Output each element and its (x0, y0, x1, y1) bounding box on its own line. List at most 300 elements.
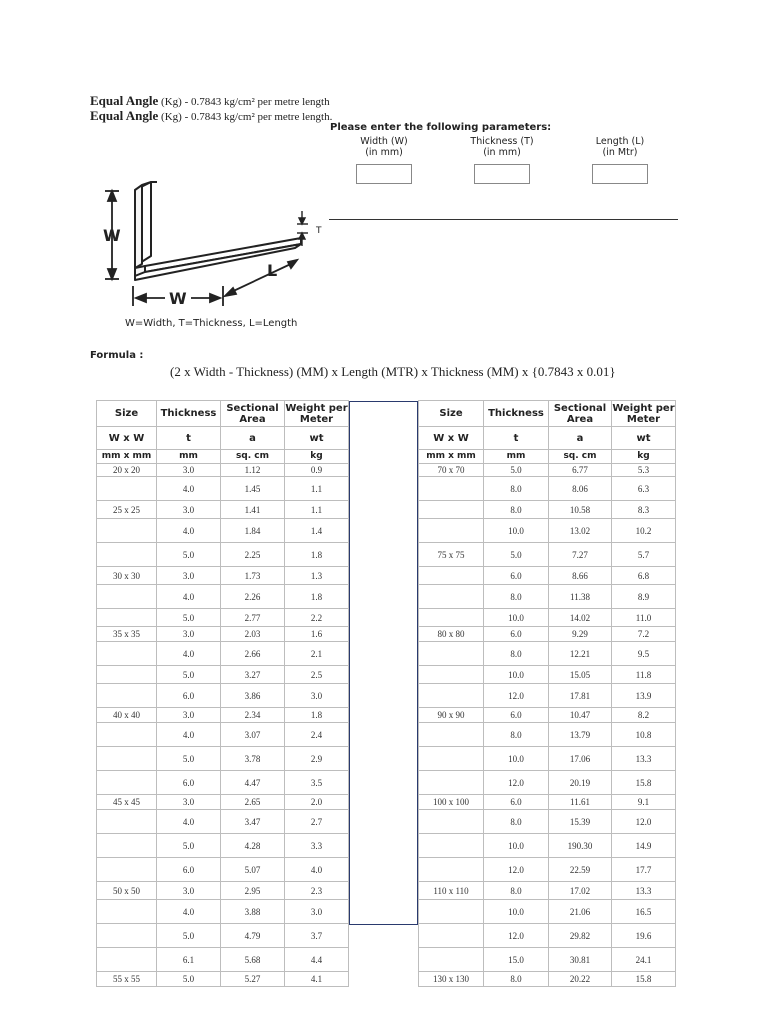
table-row (419, 642, 676, 666)
cell-area: 2.25 (221, 543, 285, 567)
cell-thickness: 3.0 (157, 464, 221, 477)
angle-table-left (96, 400, 349, 987)
cell-area: 2.95 (221, 882, 285, 900)
cell-area: 1.45 (221, 477, 285, 501)
cell-area: 3.78 (221, 747, 285, 771)
cell-size: 35 x 35 (97, 627, 157, 642)
table-body-right (419, 464, 676, 987)
thickness-param (452, 136, 552, 184)
width-param (334, 136, 434, 184)
cell-size (419, 771, 484, 795)
cell-size (97, 900, 157, 924)
cell-area: 4.79 (221, 924, 285, 948)
cell-area: 6.77 (549, 464, 612, 477)
cell-area: 20.19 (549, 771, 612, 795)
cell-thickness: 12.0 (484, 771, 549, 795)
cell-size: 130 x 130 (419, 972, 484, 987)
cell-area: 15.05 (549, 666, 612, 684)
cell-weight: 8.9 (612, 585, 676, 609)
cell-area: 8.06 (549, 477, 612, 501)
cell-thickness: 5.0 (484, 543, 549, 567)
table-row (97, 858, 349, 882)
cell-size (419, 567, 484, 585)
col-symbol-area: a (549, 427, 612, 450)
cell-weight: 19.6 (612, 924, 676, 948)
cell-weight: 1.4 (285, 519, 349, 543)
col-header-thickness: Thickness (157, 401, 221, 427)
col-header-weight: Weight per Meter (285, 402, 348, 425)
col-unit-size: mm x mm (97, 450, 157, 464)
table-row (419, 948, 676, 972)
parameters-title: Please enter the following parameters: (330, 122, 552, 133)
table-row (419, 882, 676, 900)
w-horizontal-label: W (169, 289, 187, 308)
col-symbol-thickness: t (157, 427, 221, 450)
length-input[interactable] (592, 164, 648, 184)
header-text: - 0.7843 kg/cm² per metre length. (181, 111, 333, 123)
cell-area: 2.66 (221, 642, 285, 666)
cell-area: 1.41 (221, 501, 285, 519)
cell-size (419, 609, 484, 627)
header-line-1 (90, 93, 330, 109)
cell-size: 70 x 70 (419, 464, 484, 477)
diagram-caption: W=Width, T=Thickness, L=Length (125, 318, 298, 329)
cell-area: 10.47 (549, 708, 612, 723)
col-unit-thickness: mm (484, 450, 549, 464)
cell-area: 13.02 (549, 519, 612, 543)
cell-size (419, 834, 484, 858)
cell-thickness: 5.0 (157, 834, 221, 858)
cell-size: 50 x 50 (97, 882, 157, 900)
cell-size (419, 723, 484, 747)
cell-thickness: 10.0 (484, 900, 549, 924)
table-row (419, 501, 676, 519)
table-row (97, 723, 349, 747)
table-row (97, 972, 349, 987)
cell-thickness: 4.0 (157, 585, 221, 609)
length-param (570, 136, 670, 184)
table-row (97, 708, 349, 723)
cell-weight: 3.0 (285, 900, 349, 924)
cell-thickness: 10.0 (484, 747, 549, 771)
cell-size (419, 666, 484, 684)
cell-weight: 12.0 (612, 810, 676, 834)
cell-size (97, 666, 157, 684)
cell-area: 3.07 (221, 723, 285, 747)
col-header-size: Size (97, 401, 157, 427)
cell-thickness: 10.0 (484, 609, 549, 627)
cell-size (97, 747, 157, 771)
table-row (97, 924, 349, 948)
cell-weight: 4.4 (285, 948, 349, 972)
cell-size (97, 642, 157, 666)
table-row (97, 567, 349, 585)
cell-thickness: 4.0 (157, 642, 221, 666)
cell-area: 3.86 (221, 684, 285, 708)
col-unit-area: sq. cm (549, 450, 612, 464)
cell-weight: 2.3 (285, 882, 349, 900)
table-row (97, 543, 349, 567)
cell-area: 2.26 (221, 585, 285, 609)
cell-area: 1.84 (221, 519, 285, 543)
cell-area: 17.81 (549, 684, 612, 708)
cell-thickness: 4.0 (157, 519, 221, 543)
cell-thickness: 5.0 (157, 666, 221, 684)
cell-area: 11.38 (549, 585, 612, 609)
width-input[interactable] (356, 164, 412, 184)
cell-weight: 9.1 (612, 795, 676, 810)
cell-thickness: 8.0 (484, 723, 549, 747)
table-row (419, 810, 676, 834)
cell-weight: 10.2 (612, 519, 676, 543)
cell-weight: 2.1 (285, 642, 349, 666)
table-row (97, 519, 349, 543)
cell-thickness: 4.0 (157, 723, 221, 747)
cell-weight: 13.9 (612, 684, 676, 708)
cell-size (97, 519, 157, 543)
cell-size (419, 858, 484, 882)
col-symbol-size: W x W (419, 427, 484, 450)
cell-weight: 8.3 (612, 501, 676, 519)
col-symbol-weight: wt (285, 427, 349, 450)
cell-size (97, 477, 157, 501)
cell-size (419, 924, 484, 948)
cell-size (97, 948, 157, 972)
cell-area: 2.65 (221, 795, 285, 810)
cell-size (97, 684, 157, 708)
cell-weight: 3.7 (285, 924, 349, 948)
cell-area: 4.47 (221, 771, 285, 795)
cell-area: 22.59 (549, 858, 612, 882)
cell-area: 9.29 (549, 627, 612, 642)
col-unit-area: sq. cm (221, 450, 285, 464)
col-header-size: Size (419, 401, 484, 427)
cell-weight: 14.9 (612, 834, 676, 858)
cell-area: 17.02 (549, 882, 612, 900)
cell-weight: 1.1 (285, 477, 349, 501)
table-row (97, 627, 349, 642)
table-row (97, 771, 349, 795)
cell-weight: 15.8 (612, 771, 676, 795)
cell-area: 5.27 (221, 972, 285, 987)
width-unit: (in mm) (365, 147, 403, 158)
cell-weight: 13.3 (612, 882, 676, 900)
table-row (419, 834, 676, 858)
cell-size (419, 477, 484, 501)
thickness-label: Thickness (T) (470, 136, 534, 147)
cell-weight: 2.4 (285, 723, 349, 747)
cell-size (97, 543, 157, 567)
cell-thickness: 5.0 (157, 543, 221, 567)
cell-size (419, 900, 484, 924)
cell-area: 1.12 (221, 464, 285, 477)
cell-size (97, 771, 157, 795)
cell-weight: 13.3 (612, 747, 676, 771)
cell-area: 30.81 (549, 948, 612, 972)
cell-area: 11.61 (549, 795, 612, 810)
cell-weight: 8.2 (612, 708, 676, 723)
table-row (419, 585, 676, 609)
cell-size (419, 948, 484, 972)
equal-angle-diagram (95, 180, 335, 315)
col-symbol-weight: wt (612, 427, 676, 450)
w-vertical-label: W (103, 226, 121, 245)
cell-size (97, 723, 157, 747)
cell-weight: 10.8 (612, 723, 676, 747)
table-row (419, 795, 676, 810)
table-row (419, 771, 676, 795)
cell-weight: 1.6 (285, 627, 349, 642)
cell-weight: 11.8 (612, 666, 676, 684)
col-header-thickness: Thickness (484, 401, 549, 427)
thickness-input[interactable] (474, 164, 530, 184)
cell-thickness: 3.0 (157, 627, 221, 642)
table-row (419, 609, 676, 627)
cell-area: 13.79 (549, 723, 612, 747)
cell-size: 90 x 90 (419, 708, 484, 723)
cell-size (97, 810, 157, 834)
cell-weight: 5.7 (612, 543, 676, 567)
t-label: T (316, 226, 322, 236)
cell-thickness: 12.0 (484, 684, 549, 708)
col-header-weight: Weight per Meter (612, 402, 675, 425)
table-row (97, 795, 349, 810)
cell-thickness: 12.0 (484, 858, 549, 882)
header-unit: (Kg) (161, 96, 182, 108)
table-row (97, 834, 349, 858)
cell-thickness: 8.0 (484, 882, 549, 900)
col-unit-weight: kg (612, 450, 676, 464)
cell-size (419, 642, 484, 666)
cell-weight: 9.5 (612, 642, 676, 666)
cell-area: 1.73 (221, 567, 285, 585)
length-unit: (in Mtr) (602, 147, 638, 158)
table-body-left (97, 464, 349, 987)
cell-thickness: 8.0 (484, 501, 549, 519)
cell-thickness: 5.0 (157, 747, 221, 771)
col-header-area: Sectional Area (221, 401, 285, 427)
cell-thickness: 6.0 (484, 567, 549, 585)
cell-thickness: 5.0 (157, 924, 221, 948)
cell-area: 190.30 (549, 834, 612, 858)
cell-weight: 1.8 (285, 585, 349, 609)
table-row (419, 666, 676, 684)
cell-weight: 2.2 (285, 609, 349, 627)
cell-weight: 3.3 (285, 834, 349, 858)
cell-size: 80 x 80 (419, 627, 484, 642)
cell-thickness: 4.0 (157, 900, 221, 924)
cell-area: 14.02 (549, 609, 612, 627)
table-row (97, 501, 349, 519)
header-title: Equal Angle (90, 108, 159, 123)
cell-size: 100 x 100 (419, 795, 484, 810)
cell-thickness: 4.0 (157, 810, 221, 834)
table-row (97, 609, 349, 627)
table-row (419, 627, 676, 642)
formula-label: Formula : (90, 350, 144, 361)
cell-size (97, 858, 157, 882)
table-row (419, 519, 676, 543)
table-row (419, 924, 676, 948)
formula-text: (2 x Width - Thickness) (MM) x Length (MTR) x Thickness (MM) x {0.7843 x 0.01} (170, 364, 616, 379)
cell-area: 8.66 (549, 567, 612, 585)
table-row (419, 972, 676, 987)
cell-weight: 7.2 (612, 627, 676, 642)
cell-thickness: 6.0 (484, 795, 549, 810)
cell-weight: 0.9 (285, 464, 349, 477)
cell-thickness: 8.0 (484, 642, 549, 666)
table-row (419, 477, 676, 501)
cell-thickness: 3.0 (157, 795, 221, 810)
cell-weight: 4.0 (285, 858, 349, 882)
cell-thickness: 5.0 (157, 972, 221, 987)
cell-area: 12.21 (549, 642, 612, 666)
table-row (97, 747, 349, 771)
table-row (97, 882, 349, 900)
cell-area: 7.27 (549, 543, 612, 567)
cell-size (419, 519, 484, 543)
cell-area: 21.06 (549, 900, 612, 924)
cell-weight: 3.0 (285, 684, 349, 708)
cell-thickness: 8.0 (484, 477, 549, 501)
l-label: L (267, 261, 278, 280)
divider-line (329, 219, 678, 220)
cell-area: 5.68 (221, 948, 285, 972)
cell-area: 15.39 (549, 810, 612, 834)
cell-thickness: 10.0 (484, 666, 549, 684)
cell-weight: 11.0 (612, 609, 676, 627)
cell-weight: 6.8 (612, 567, 676, 585)
cell-thickness: 6.0 (157, 771, 221, 795)
col-unit-size: mm x mm (419, 450, 484, 464)
cell-thickness: 3.0 (157, 501, 221, 519)
cell-weight: 16.5 (612, 900, 676, 924)
cell-size (97, 609, 157, 627)
header-unit: (Kg) (161, 111, 182, 123)
cell-thickness: 8.0 (484, 810, 549, 834)
cell-weight: 2.9 (285, 747, 349, 771)
cell-weight: 1.8 (285, 708, 349, 723)
cell-area: 5.07 (221, 858, 285, 882)
col-unit-thickness: mm (157, 450, 221, 464)
cell-thickness: 6.0 (484, 708, 549, 723)
table-row (97, 900, 349, 924)
cell-size: 75 x 75 (419, 543, 484, 567)
cell-thickness: 3.0 (157, 708, 221, 723)
cell-area: 3.47 (221, 810, 285, 834)
cell-size: 20 x 20 (97, 464, 157, 477)
cell-size: 40 x 40 (97, 708, 157, 723)
length-label: Length (L) (595, 136, 645, 147)
cell-thickness: 6.0 (157, 684, 221, 708)
header-text: - 0.7843 kg/cm² per metre length (181, 96, 330, 108)
cell-size (419, 585, 484, 609)
cell-weight: 3.5 (285, 771, 349, 795)
table-row (97, 666, 349, 684)
cell-thickness: 5.0 (157, 609, 221, 627)
cell-area: 2.77 (221, 609, 285, 627)
col-symbol-thickness: t (484, 427, 549, 450)
cell-size: 45 x 45 (97, 795, 157, 810)
cell-weight: 15.8 (612, 972, 676, 987)
table-row (419, 747, 676, 771)
cell-area: 17.06 (549, 747, 612, 771)
table-row (419, 543, 676, 567)
empty-result-box (349, 401, 418, 925)
table-row (97, 585, 349, 609)
cell-area: 10.58 (549, 501, 612, 519)
cell-size: 110 x 110 (419, 882, 484, 900)
table-row (97, 810, 349, 834)
table-row (419, 684, 676, 708)
cell-size (419, 747, 484, 771)
angle-table-right (418, 400, 676, 987)
col-symbol-size: W x W (97, 427, 157, 450)
cell-weight: 2.5 (285, 666, 349, 684)
cell-thickness: 12.0 (484, 924, 549, 948)
table-row (419, 858, 676, 882)
table-row (419, 708, 676, 723)
col-symbol-area: a (221, 427, 285, 450)
cell-thickness: 8.0 (484, 972, 549, 987)
cell-weight: 6.3 (612, 477, 676, 501)
table-row (97, 684, 349, 708)
cell-size (419, 810, 484, 834)
header-title: Equal Angle (90, 93, 159, 108)
cell-thickness: 6.0 (157, 858, 221, 882)
width-label: Width (W) (360, 136, 408, 147)
col-unit-weight: kg (285, 450, 349, 464)
cell-weight: 1.1 (285, 501, 349, 519)
cell-area: 2.34 (221, 708, 285, 723)
cell-thickness: 6.0 (484, 627, 549, 642)
cell-weight: 1.3 (285, 567, 349, 585)
table-row (97, 948, 349, 972)
table-row (419, 723, 676, 747)
cell-area: 20.22 (549, 972, 612, 987)
cell-area: 29.82 (549, 924, 612, 948)
cell-size: 30 x 30 (97, 567, 157, 585)
cell-area: 4.28 (221, 834, 285, 858)
cell-area: 3.27 (221, 666, 285, 684)
table-row (97, 464, 349, 477)
cell-thickness: 3.0 (157, 567, 221, 585)
cell-weight: 4.1 (285, 972, 349, 987)
cell-thickness: 8.0 (484, 585, 549, 609)
cell-weight: 17.7 (612, 858, 676, 882)
table-row (419, 900, 676, 924)
cell-weight: 24.1 (612, 948, 676, 972)
cell-thickness: 3.0 (157, 882, 221, 900)
cell-weight: 2.0 (285, 795, 349, 810)
cell-weight: 5.3 (612, 464, 676, 477)
cell-size (419, 684, 484, 708)
cell-thickness: 6.1 (157, 948, 221, 972)
table-row (419, 567, 676, 585)
cell-thickness: 10.0 (484, 519, 549, 543)
cell-size: 55 x 55 (97, 972, 157, 987)
cell-size (97, 585, 157, 609)
cell-thickness: 4.0 (157, 477, 221, 501)
cell-size (97, 834, 157, 858)
cell-thickness: 5.0 (484, 464, 549, 477)
cell-size (419, 501, 484, 519)
cell-area: 3.88 (221, 900, 285, 924)
cell-weight: 1.8 (285, 543, 349, 567)
cell-thickness: 15.0 (484, 948, 549, 972)
table-row (97, 477, 349, 501)
cell-size (97, 924, 157, 948)
